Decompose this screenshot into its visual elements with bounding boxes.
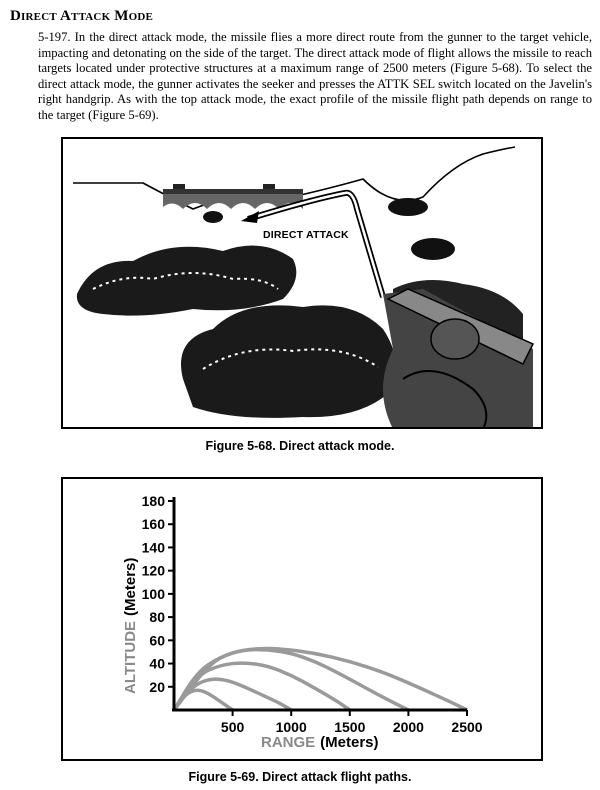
direct-attack-illustration (61, 137, 543, 429)
y-tick-label: 140 (141, 539, 165, 556)
figure-caption-5-69: Figure 5-69. Direct attack flight paths. (188, 770, 412, 784)
left-bush (77, 246, 296, 316)
section-heading: Direct Attack Mode (10, 8, 154, 24)
bridge-drawing (163, 184, 303, 209)
y-tick-label: 20 (149, 678, 165, 695)
x-axis-title: RANGE (Meters) (261, 734, 379, 751)
x-tick-label: 1000 (275, 719, 307, 735)
y-tick-label: 100 (141, 585, 165, 602)
direct-attack-label: DIRECT ATTACK (263, 229, 349, 241)
x-tick-label: 1500 (334, 719, 366, 735)
y-tick-label: 180 (141, 493, 165, 509)
y-axis-title: ALTITUDE(Meters) (122, 557, 139, 694)
x-tick-label: 2000 (392, 719, 424, 735)
y-tick-label: 40 (149, 655, 165, 672)
x-tick-label: 500 (220, 719, 245, 735)
y-tick-label: 80 (149, 609, 165, 626)
flight-paths-chart (61, 477, 543, 761)
y-tick-label: 120 (141, 562, 165, 579)
y-tick-label: 60 (149, 632, 165, 649)
body-paragraph: 5-197. In the direct attack mode, the missile flies a more direct route from the gunner to the target vehicle, impacting and detonating on the side of the target. The direct attack mode of flight allows the missile to reach targets located under protective structures at a maximum range of 2500 meters (Figure 5-68). To select the direct attack mode, the gunner activates the seeker and presses the ATTK SEL switch located on the Javelin's right handgrip. As with the top attack mode, the exact profile of the missile flight path depends on range to the target (Figure 5-69). (38, 30, 592, 122)
center-bush (181, 305, 396, 418)
figure-caption-5-68: Figure 5-68. Direct attack mode. (205, 439, 395, 453)
x-tick-label: 2500 (451, 719, 483, 735)
y-tick-label: 160 (141, 516, 165, 533)
